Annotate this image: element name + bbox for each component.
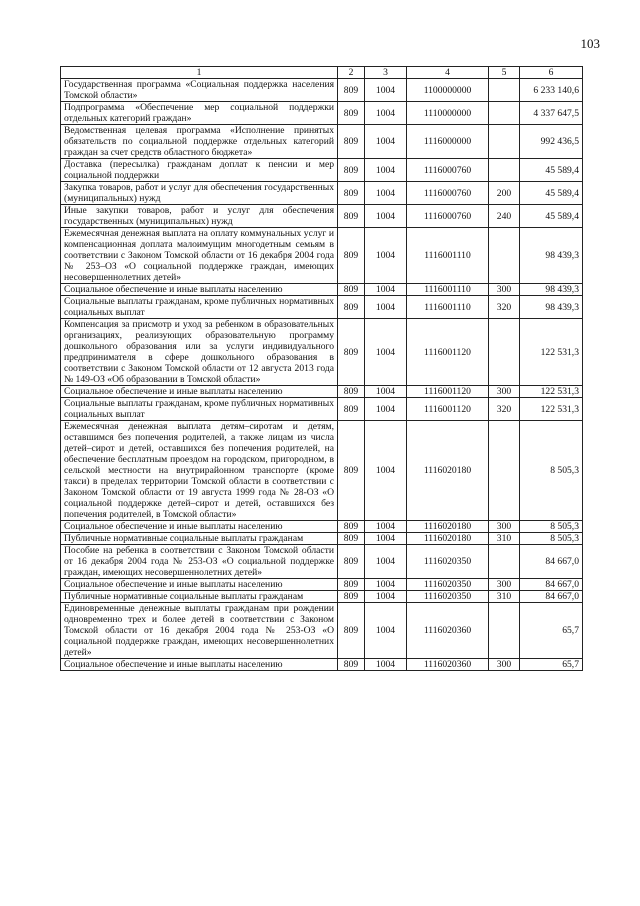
row-amount: 84 667,0 [520, 579, 583, 591]
row-name: Социальное обеспечение и иные выплаты населению [61, 579, 338, 591]
row-section-code: 1004 [365, 603, 407, 659]
table-row [61, 284, 583, 296]
row-target-article: 1116020360 [407, 603, 489, 659]
row-ministry-code: 809 [338, 521, 365, 533]
row-target-article: 1116000760 [407, 182, 489, 205]
row-target-article: 1100000000 [407, 79, 489, 102]
table-row [61, 421, 583, 521]
row-target-article: 1116000760 [407, 159, 489, 182]
row-ministry-code: 809 [338, 319, 365, 386]
row-expense-type [489, 319, 520, 386]
row-expense-type: 320 [489, 296, 520, 319]
row-amount: 45 589,4 [520, 182, 583, 205]
page-number: 103 [580, 36, 600, 51]
row-ministry-code: 809 [338, 398, 365, 421]
table-row [61, 205, 583, 228]
row-amount: 8 505,3 [520, 421, 583, 521]
table-row [61, 545, 583, 579]
table-row [61, 659, 583, 671]
row-amount: 45 589,4 [520, 159, 583, 182]
row-section-code: 1004 [365, 545, 407, 579]
row-section-code: 1004 [365, 296, 407, 319]
row-section-code: 1004 [365, 659, 407, 671]
row-expense-type: 300 [489, 284, 520, 296]
row-amount: 122 531,3 [520, 398, 583, 421]
row-ministry-code: 809 [338, 284, 365, 296]
row-name: Государственная программа «Социальная поддержка населения Томской области» [61, 79, 338, 102]
row-name: Социальное обеспечение и иные выплаты населению [61, 521, 338, 533]
row-expense-type [489, 228, 520, 284]
row-section-code: 1004 [365, 579, 407, 591]
row-ministry-code: 809 [338, 579, 365, 591]
table-row [61, 603, 583, 659]
row-ministry-code: 809 [338, 79, 365, 102]
table-row [61, 533, 583, 545]
row-section-code: 1004 [365, 102, 407, 125]
header-col-5: 5 [489, 67, 520, 79]
row-name: Ежемесячная денежная выплата детям–сиротам и детям, оставшимся без попечения родителей, а также лицам из числа детей–сирот и детей, оставшихся без попечения родителей, на обеспечение бесплатным проездом на городском, пригородном, в сельской местности на внутрирайонном транспорте (кроме такси) в пределах территории Томской области в соответствии с Законом Томской области от 19 августа 1999 года № 28-ОЗ «О социальной поддержке детей–сирот и детей, оставшихся без попечения родителей, в Томской области» [61, 421, 338, 521]
row-section-code: 1004 [365, 284, 407, 296]
row-ministry-code: 809 [338, 603, 365, 659]
table-row [61, 79, 583, 102]
header-col-1: 1 [61, 67, 338, 79]
table-row [61, 579, 583, 591]
row-target-article: 1116001110 [407, 228, 489, 284]
row-amount: 6 233 140,6 [520, 79, 583, 102]
row-expense-type [489, 79, 520, 102]
row-name: Закупка товаров, работ и услуг для обеспечения государственных (муниципальных) нужд [61, 182, 338, 205]
table-row [61, 102, 583, 125]
row-expense-type: 300 [489, 521, 520, 533]
row-name: Социальные выплаты гражданам, кроме публичных нормативных социальных выплат [61, 398, 338, 421]
row-amount: 122 531,3 [520, 319, 583, 386]
row-expense-type: 310 [489, 591, 520, 603]
row-amount: 84 667,0 [520, 591, 583, 603]
row-section-code: 1004 [365, 125, 407, 159]
row-expense-type [489, 545, 520, 579]
row-expense-type [489, 159, 520, 182]
row-ministry-code: 809 [338, 659, 365, 671]
row-expense-type: 200 [489, 182, 520, 205]
table-row [61, 296, 583, 319]
row-expense-type: 300 [489, 386, 520, 398]
row-target-article: 1116020350 [407, 545, 489, 579]
row-amount: 65,7 [520, 603, 583, 659]
row-ministry-code: 809 [338, 296, 365, 319]
row-expense-type: 310 [489, 533, 520, 545]
row-section-code: 1004 [365, 182, 407, 205]
row-section-code: 1004 [365, 228, 407, 284]
row-section-code: 1004 [365, 421, 407, 521]
row-amount: 4 337 647,5 [520, 102, 583, 125]
row-expense-type: 300 [489, 659, 520, 671]
row-section-code: 1004 [365, 521, 407, 533]
row-section-code: 1004 [365, 159, 407, 182]
row-target-article: 1116001120 [407, 386, 489, 398]
table-row [61, 159, 583, 182]
budget-table [60, 66, 583, 671]
table-header-row [61, 67, 583, 79]
row-name: Социальное обеспечение и иные выплаты населению [61, 659, 338, 671]
row-amount: 98 439,3 [520, 228, 583, 284]
row-name: Социальное обеспечение и иные выплаты населению [61, 386, 338, 398]
row-target-article: 1116020180 [407, 521, 489, 533]
row-ministry-code: 809 [338, 421, 365, 521]
row-section-code: 1004 [365, 533, 407, 545]
row-name: Социальные выплаты гражданам, кроме публичных нормативных социальных выплат [61, 296, 338, 319]
row-name: Доставка (пересылка) гражданам доплат к пенсии и мер социальной поддержки [61, 159, 338, 182]
row-expense-type: 300 [489, 579, 520, 591]
row-name: Публичные нормативные социальные выплаты гражданам [61, 591, 338, 603]
row-name: Иные закупки товаров, работ и услуг для обеспечения государственных (муниципальных) нужд [61, 205, 338, 228]
table-row [61, 591, 583, 603]
table-row [61, 182, 583, 205]
row-amount: 122 531,3 [520, 386, 583, 398]
row-name: Публичные нормативные социальные выплаты гражданам [61, 533, 338, 545]
table-row [61, 521, 583, 533]
row-ministry-code: 809 [338, 386, 365, 398]
table-row [61, 386, 583, 398]
row-expense-type [489, 102, 520, 125]
row-target-article: 1116001120 [407, 319, 489, 386]
row-target-article: 1116001110 [407, 284, 489, 296]
row-expense-type [489, 125, 520, 159]
row-ministry-code: 809 [338, 533, 365, 545]
header-col-6: 6 [520, 67, 583, 79]
row-target-article: 1116001120 [407, 398, 489, 421]
row-amount: 98 439,3 [520, 296, 583, 319]
row-name: Ведомственная целевая программа «Исполнение принятых обязательств по социальной поддержке отдельных категорий граждан за счет средств областного бюджета» [61, 125, 338, 159]
row-ministry-code: 809 [338, 102, 365, 125]
row-ministry-code: 809 [338, 545, 365, 579]
row-ministry-code: 809 [338, 125, 365, 159]
row-expense-type: 320 [489, 398, 520, 421]
row-section-code: 1004 [365, 79, 407, 102]
row-name: Социальное обеспечение и иные выплаты населению [61, 284, 338, 296]
row-expense-type: 240 [489, 205, 520, 228]
row-name: Единовременные денежные выплаты гражданам при рождении одновременно трех и более детей в соответствии с Законом Томской области от 16 декабря 2004 года № 253-ОЗ «О социальной поддержке граждан, имеющих несовершеннолетних детей» [61, 603, 338, 659]
row-ministry-code: 809 [338, 205, 365, 228]
row-name: Компенсация за присмотр и уход за ребенком в образовательных организациях, реализующих образовательную программу дошкольного образования или за услуги индивидуального предпринимателя в сфере дошкольного образования в соответствии с Законом Томской области от 12 августа 2013 года № 149-ОЗ «Об образовании в Томской области» [61, 319, 338, 386]
row-amount: 98 439,3 [520, 284, 583, 296]
header-col-4: 4 [407, 67, 489, 79]
row-target-article: 1116020360 [407, 659, 489, 671]
row-amount: 84 667,0 [520, 545, 583, 579]
row-ministry-code: 809 [338, 182, 365, 205]
row-expense-type [489, 603, 520, 659]
row-target-article: 1116020350 [407, 579, 489, 591]
row-target-article: 1116020180 [407, 421, 489, 521]
row-amount: 992 436,5 [520, 125, 583, 159]
row-target-article: 1116020350 [407, 591, 489, 603]
row-target-article: 1116020180 [407, 533, 489, 545]
row-ministry-code: 809 [338, 591, 365, 603]
row-section-code: 1004 [365, 386, 407, 398]
table-row [61, 319, 583, 386]
row-section-code: 1004 [365, 591, 407, 603]
row-section-code: 1004 [365, 398, 407, 421]
row-name: Подпрограмма «Обеспечение мер социальной поддержки отдельных категорий граждан» [61, 102, 338, 125]
row-name: Ежемесячная денежная выплата на оплату коммунальных услуг и компенсационная доплата малоимущим многодетным семьям в соответствии с Законом Томской области от 16 декабря 2004 года № 253–ОЗ «О социальной поддержке граждан, имеющих несовершеннолетних детей» [61, 228, 338, 284]
row-target-article: 1110000000 [407, 102, 489, 125]
table-row [61, 228, 583, 284]
row-target-article: 1116001110 [407, 296, 489, 319]
row-ministry-code: 809 [338, 159, 365, 182]
row-amount: 45 589,4 [520, 205, 583, 228]
table-row [61, 398, 583, 421]
row-section-code: 1004 [365, 205, 407, 228]
row-amount: 65,7 [520, 659, 583, 671]
row-section-code: 1004 [365, 319, 407, 386]
table-row [61, 125, 583, 159]
header-col-2: 2 [338, 67, 365, 79]
header-col-3: 3 [365, 67, 407, 79]
row-amount: 8 505,3 [520, 521, 583, 533]
row-name: Пособие на ребенка в соответствии с Законом Томской области от 16 декабря 2004 года № 253-ОЗ «О социальной поддержке граждан, имеющих несовершеннолетних детей» [61, 545, 338, 579]
row-target-article: 1116000760 [407, 205, 489, 228]
row-ministry-code: 809 [338, 228, 365, 284]
row-expense-type [489, 421, 520, 521]
row-amount: 8 505,3 [520, 533, 583, 545]
row-target-article: 1116000000 [407, 125, 489, 159]
